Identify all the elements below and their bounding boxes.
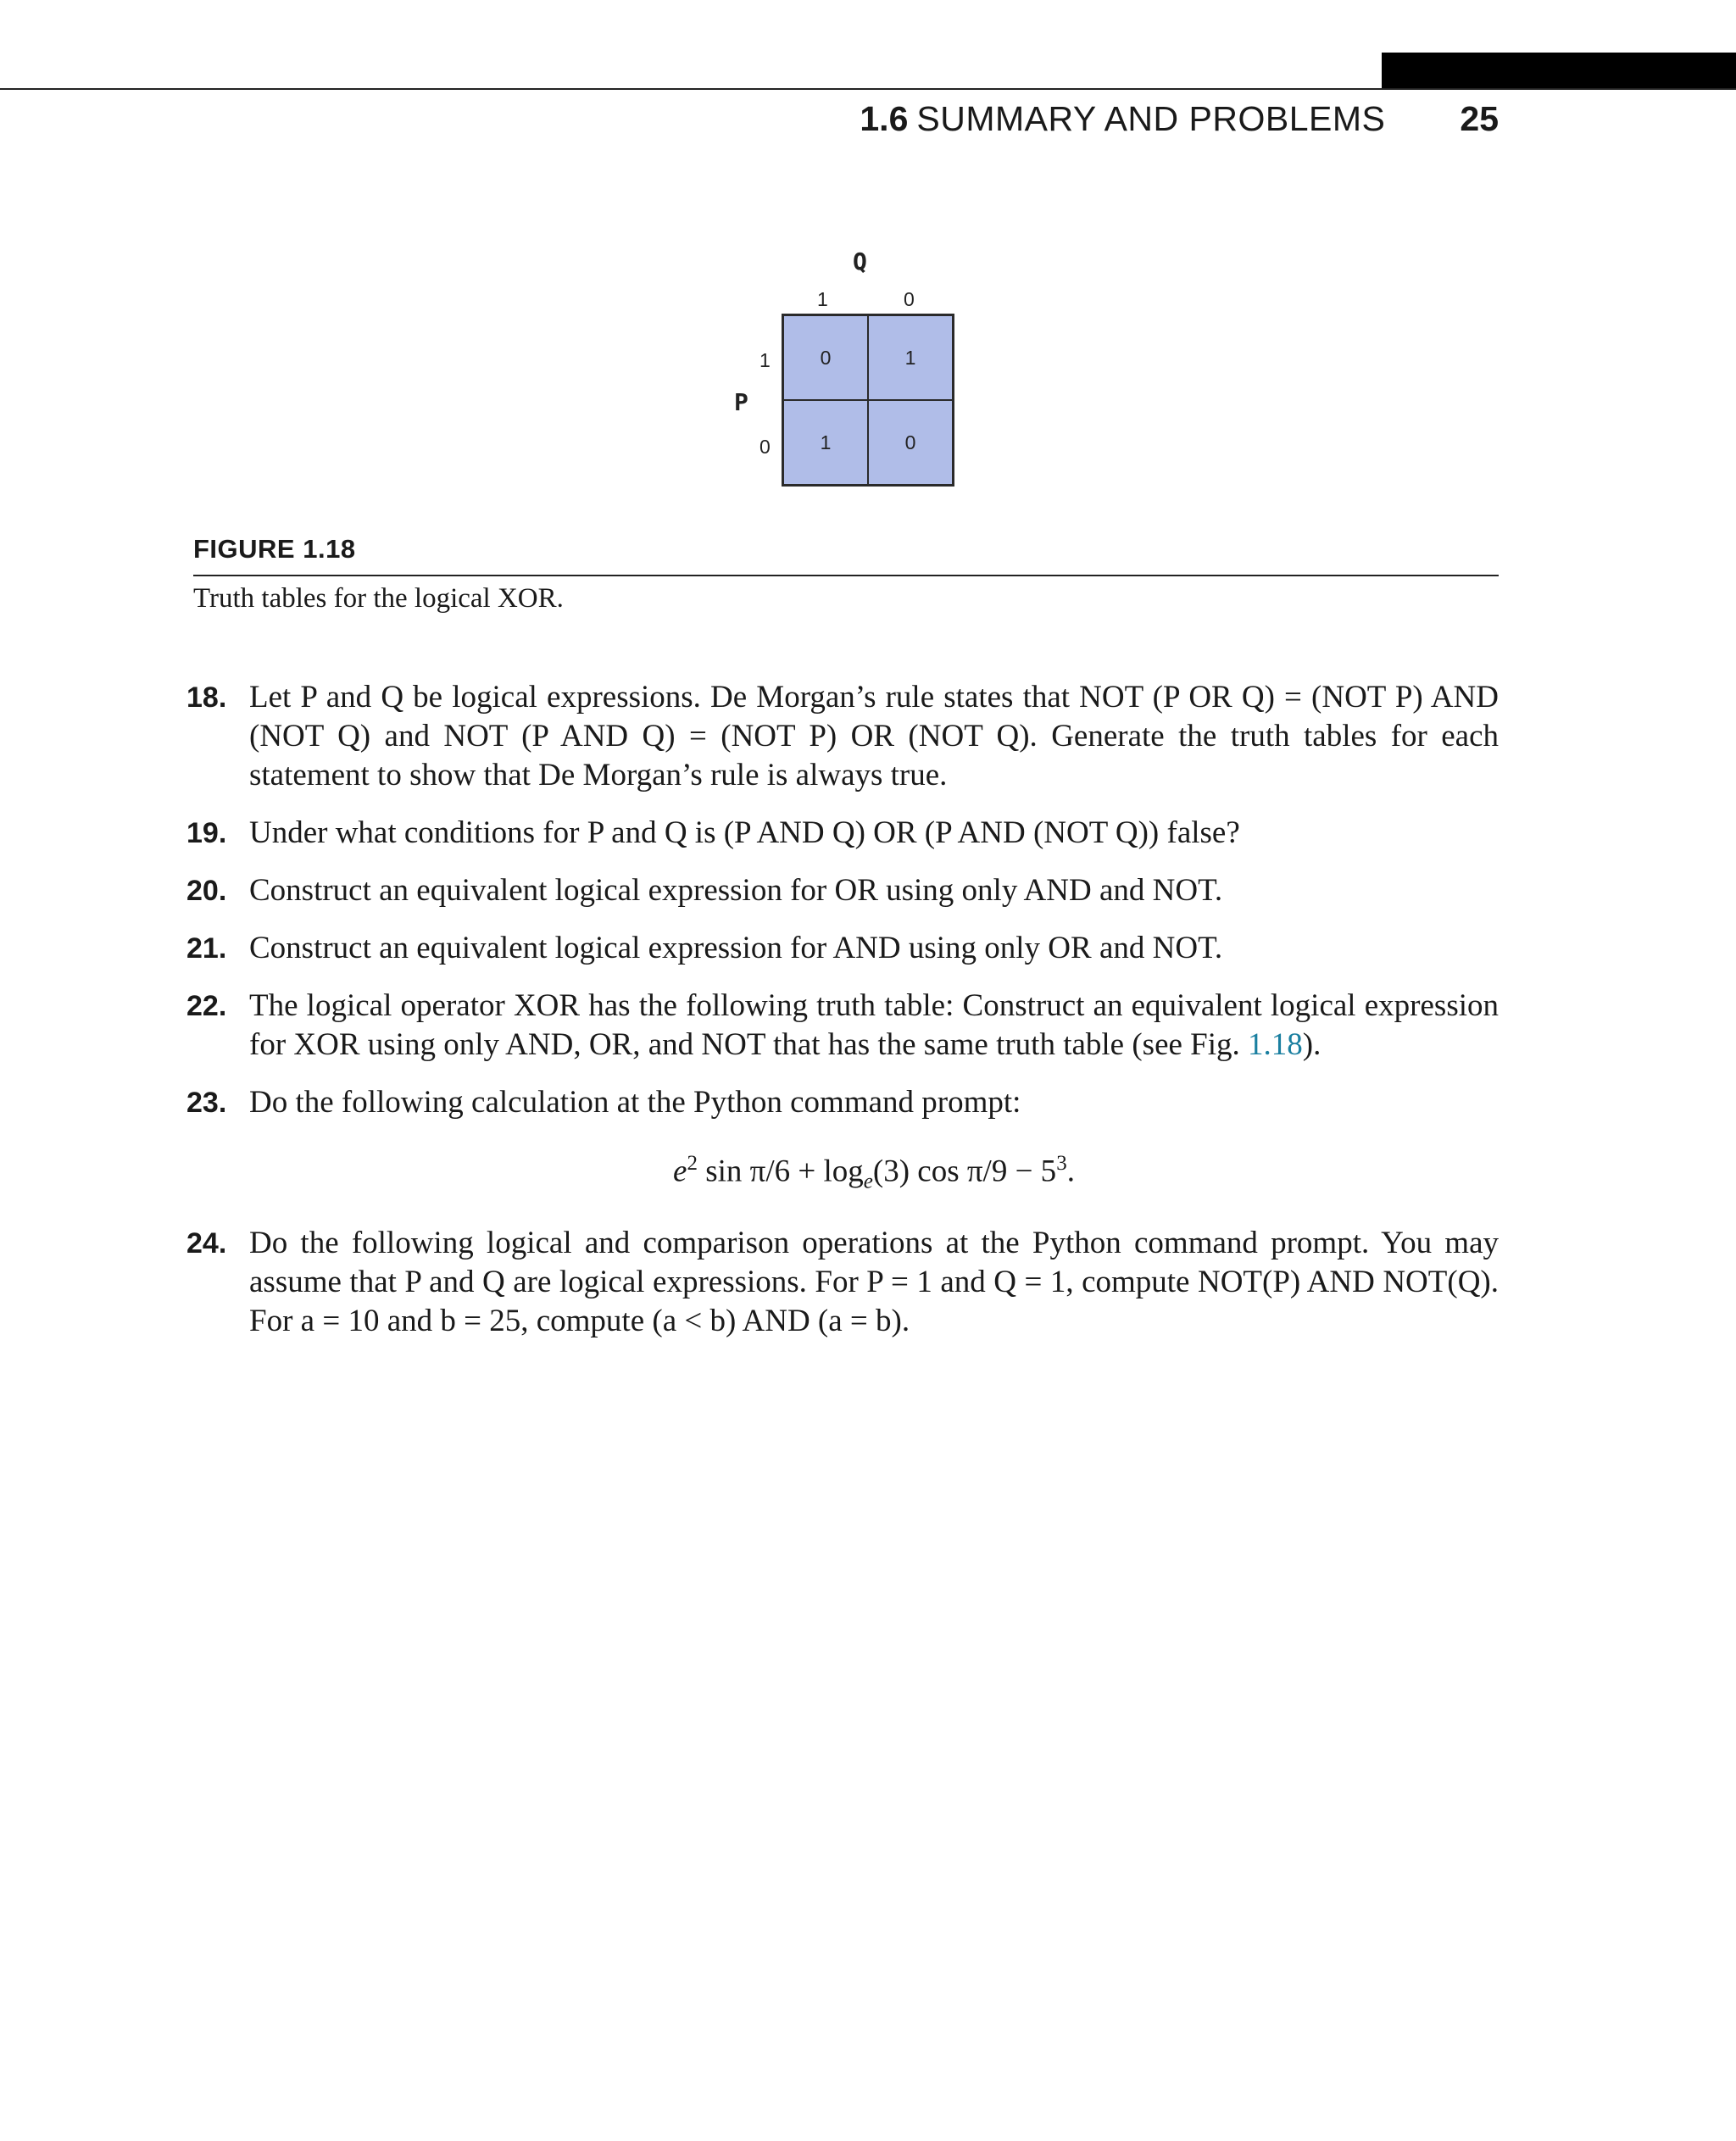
figure-label: FIGURE 1.18 [193, 534, 356, 564]
problem-19 [186, 814, 1499, 853]
eq-exp-2: 2 [687, 1152, 698, 1175]
problem-22 [186, 987, 1499, 1065]
eq-end: . [1066, 1154, 1075, 1189]
problem-18 [186, 678, 1499, 795]
problem-20 [186, 871, 1499, 910]
problem-23 [186, 1083, 1499, 1202]
problem-number: 20. [186, 875, 227, 907]
problem-text: Construct an equivalent logical expression for OR using only AND and NOT. [249, 873, 1223, 908]
col-tick-1: 1 [817, 288, 828, 310]
kmap-grid [782, 314, 954, 487]
figure-rule [193, 575, 1499, 576]
header-black-tab [1382, 53, 1736, 90]
problem-text-end: ). [1302, 1027, 1321, 1062]
section-number: 1.6 [860, 99, 909, 138]
problem-list [186, 678, 1499, 1360]
header-rule [0, 88, 1736, 90]
p-axis-label: P [734, 388, 748, 416]
row-tick-1: 1 [760, 349, 771, 371]
math-equation [249, 1144, 1499, 1202]
problem-number: 23. [186, 1087, 227, 1119]
eq-exp-3: 3 [1056, 1152, 1067, 1175]
row-tick-0: 0 [760, 436, 771, 458]
col-tick-0: 0 [904, 288, 915, 310]
running-head [848, 93, 1499, 144]
kmap-cell-p1-q0: 1 [868, 315, 953, 400]
problem-number: 22. [186, 990, 227, 1022]
kmap-cell-p0-q0: 0 [868, 400, 953, 485]
xor-truth-table-figure [712, 246, 983, 500]
kmap-cell-p0-q1: 1 [783, 400, 868, 485]
problem-number: 21. [186, 932, 227, 965]
problem-24 [186, 1224, 1499, 1341]
problem-text: The logical operator XOR has the following truth table: Construct an equivalent logical expression for XOR using only AND, OR, and NOT that has the same truth table (see Fig. [249, 988, 1499, 1062]
problem-text: Do the following logical and comparison operations at the Python command prompt. You may assume that P and Q are logical expressions. For P = 1 and Q = 1, compute NOT(P) AND NOT(Q). For a = 10 and b = 25, compute (a < b) AND (a = b). [249, 1225, 1499, 1338]
figure-reference-link[interactable]: 1.18 [1248, 1027, 1303, 1062]
eq-part-1: sin π/6 + log [697, 1154, 864, 1189]
problem-text: Let P and Q be logical expressions. De Morgan’s rule states that NOT (P OR Q) = (NOT P) AND (NOT Q) and NOT (P AND Q) = (NOT P) OR (NOT Q). Generate the truth tables for each statement to show that De Morgan’s rule is always true. [249, 680, 1499, 792]
eq-e: e [673, 1154, 687, 1189]
problem-number: 19. [186, 817, 227, 849]
problem-text: Construct an equivalent logical expression for AND using only OR and NOT. [249, 931, 1223, 965]
eq-part-2: (3) cos π/9 − 5 [872, 1154, 1057, 1189]
section-title: SUMMARY AND PROBLEMS [916, 99, 1386, 138]
page-number: 25 [1460, 99, 1499, 138]
problem-number: 24. [186, 1226, 227, 1260]
problem-number: 18. [186, 681, 227, 714]
kmap-cell-p1-q1: 0 [783, 315, 868, 400]
eq-log-base: e [863, 1170, 873, 1193]
problem-text: Under what conditions for P and Q is (P AND Q) OR (P AND (NOT Q)) false? [249, 815, 1240, 850]
figure-caption: Truth tables for the logical XOR. [193, 583, 564, 614]
problem-21 [186, 929, 1499, 968]
problem-text: Do the following calculation at the Python command prompt: [249, 1085, 1021, 1120]
q-axis-label: Q [853, 247, 867, 275]
